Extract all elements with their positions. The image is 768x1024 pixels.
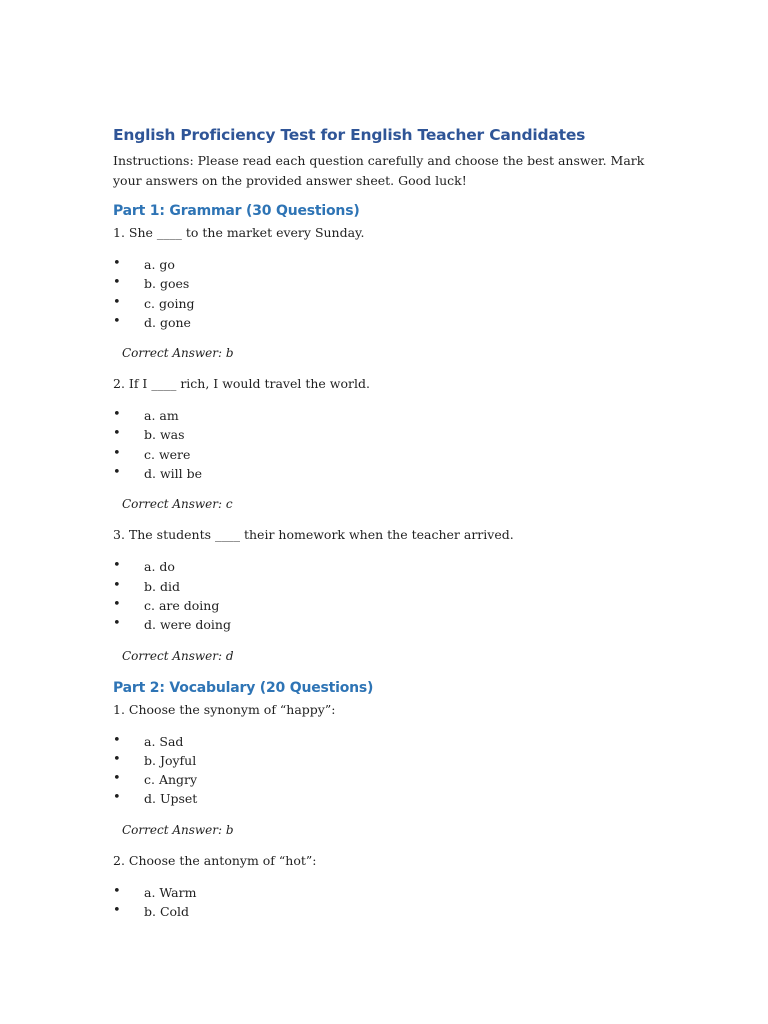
option-label: b. was — [144, 427, 185, 443]
option-item — [113, 883, 653, 902]
option-label: b. goes — [144, 276, 190, 292]
correct-answer: Correct Answer: b — [122, 822, 234, 837]
option-item — [113, 313, 653, 332]
bullet-icon: • — [113, 256, 121, 271]
bullet-icon: • — [113, 771, 121, 787]
question-text: 2. Choose the antonym of “hot”: — [113, 852, 317, 868]
bullet-icon: • — [113, 883, 121, 899]
bullet-icon: • — [113, 596, 121, 612]
option-item — [113, 577, 653, 596]
option-label: d. will be — [144, 466, 203, 482]
document-body — [113, 124, 653, 933]
option-label: c. were — [144, 446, 191, 462]
option-item — [113, 596, 653, 615]
bullet-icon: • — [113, 407, 121, 423]
options-list — [113, 883, 653, 922]
part-heading: Part 1: Grammar (30 Questions) — [113, 203, 360, 219]
question-block — [113, 526, 653, 664]
option-label: c. are doing — [144, 597, 220, 613]
options-list — [113, 732, 653, 809]
bullet-icon: • — [113, 903, 121, 919]
correct-answer: Correct Answer: b — [122, 346, 234, 361]
option-item — [113, 789, 653, 808]
option-item — [113, 751, 653, 770]
option-item — [113, 464, 653, 483]
option-label: d. were doing — [144, 617, 231, 633]
bullet-icon: • — [113, 616, 121, 632]
option-item — [113, 615, 653, 634]
question-text: 1. Choose the synonym of “happy”: — [113, 701, 336, 717]
bullet-icon: • — [113, 275, 121, 291]
options-list — [113, 557, 653, 634]
question-block — [113, 224, 653, 362]
option-item — [113, 770, 653, 789]
option-label: d. Upset — [144, 791, 198, 807]
bullet-icon: • — [113, 751, 121, 767]
correct-answer: Correct Answer: c — [122, 497, 233, 512]
bullet-icon: • — [113, 577, 121, 593]
bullet-icon: • — [113, 445, 121, 461]
bullet-icon: • — [113, 790, 121, 806]
option-item — [113, 294, 653, 313]
option-label: a. do — [144, 559, 175, 575]
question-block — [113, 701, 653, 839]
option-item — [113, 255, 653, 274]
bullet-icon: • — [113, 558, 121, 574]
option-label: a. Sad — [144, 733, 184, 749]
option-item — [113, 425, 653, 444]
option-item — [113, 732, 653, 751]
document-title: English Proficiency Test for English Teacher Candidates — [113, 126, 586, 144]
option-item — [113, 557, 653, 576]
part-heading: Part 2: Vocabulary (20 Questions) — [113, 679, 374, 696]
question-block — [113, 852, 653, 922]
option-label: a. go — [144, 257, 175, 272]
option-label: a. Warm — [144, 884, 197, 900]
option-label: b. Cold — [144, 904, 190, 920]
bullet-icon: • — [113, 426, 121, 442]
option-label: c. going — [144, 295, 195, 311]
bullet-icon: • — [113, 732, 121, 748]
option-label: c. Angry — [144, 772, 198, 788]
question-text: 2. If I ____ rich, I would travel the world. — [113, 376, 370, 392]
correct-answer: Correct Answer: d — [122, 648, 234, 663]
options-list — [113, 406, 653, 483]
bullet-icon: • — [113, 313, 121, 329]
instructions-text: Instructions: Please read each question carefully and choose the best answer. Mark your answers on the provided answer sheet. Good luck! — [113, 153, 645, 188]
question-text: 3. The students ____ their homework when the teacher arrived. — [113, 527, 514, 543]
option-label: b. did — [144, 578, 180, 594]
option-item — [113, 274, 653, 293]
option-label: b. Joyful — [144, 752, 197, 768]
options-list — [113, 255, 653, 332]
option-label: d. gone — [144, 314, 191, 330]
option-label: a. am — [144, 408, 179, 424]
part-grammar — [113, 201, 653, 665]
question-text: 1. She ____ to the market every Sunday. — [113, 225, 365, 240]
question-block — [113, 375, 653, 513]
bullet-icon: • — [113, 465, 121, 481]
bullet-icon: • — [113, 294, 121, 310]
option-item — [113, 445, 653, 464]
option-item — [113, 902, 653, 921]
part-vocabulary — [113, 678, 653, 922]
option-item — [113, 406, 653, 425]
